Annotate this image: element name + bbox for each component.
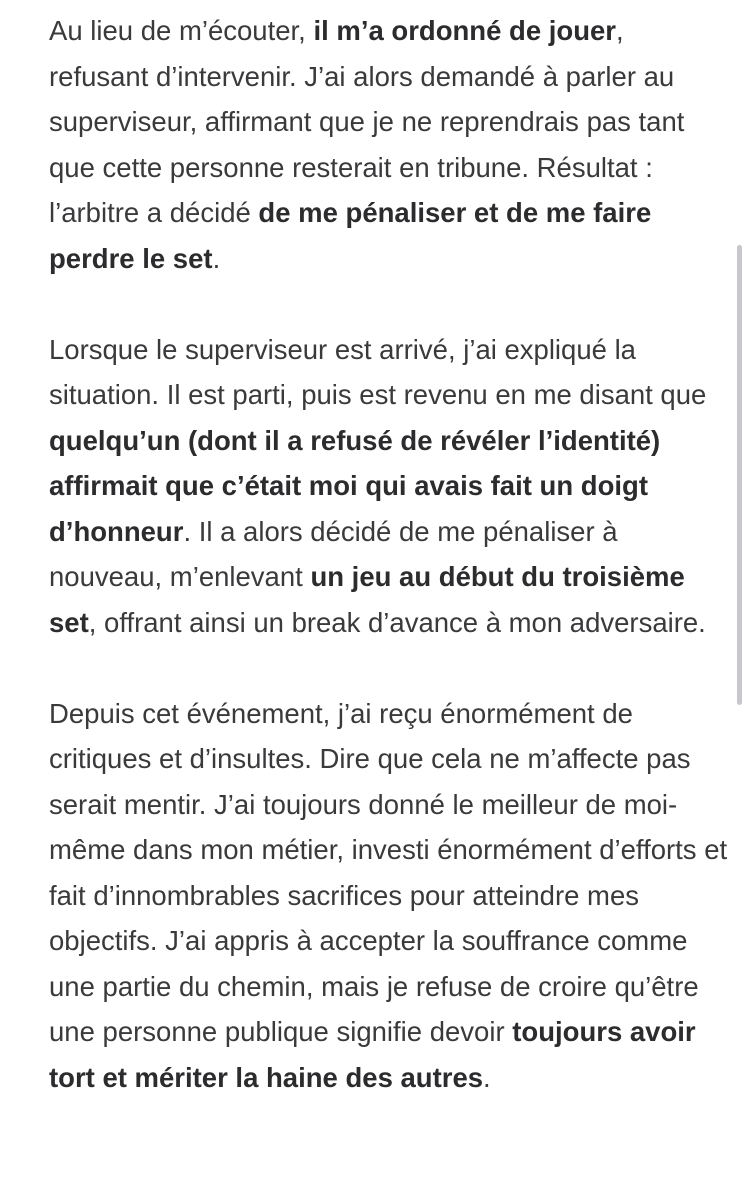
text-run: .	[212, 242, 221, 274]
paragraph-1	[49, 8, 729, 281]
bold-run: de me pénaliser et de me faire perdre le set	[49, 197, 652, 274]
text-run: , offrant ainsi un break d’avance à mon adversaire.	[88, 606, 706, 638]
text-run: Au lieu de m’écouter,	[49, 15, 314, 46]
bold-run: quelqu’un (dont il a refusé de révéler l’identité) affirmait que c’était moi qui avais fait un doigt d’honneur	[49, 424, 661, 547]
bold-run: un jeu au début du troisième set	[49, 561, 685, 638]
text-run: . Il a alors décidé de me pénaliser à nouveau, m’enlevant	[49, 515, 618, 592]
bold-run: il m’a ordonné de jouer	[313, 15, 617, 46]
bold-run: toujours avoir tort et mériter la haine des autres	[49, 1016, 696, 1093]
paragraph-3	[49, 691, 729, 1101]
text-run: Depuis cet événement, j’ai reçu énormément de critiques et d’insultes. Dire que cela ne m’affecte pas serait mentir. J’ai toujours donné le meilleur de moi-même dans mon métier, investi énormément d’efforts et fait d’innombrables sacrifices pour atteindre mes objectifs. J’ai appris à accepter la souffrance comme une partie du chemin, mais je refuse de croire qu’être une personne publique signifie devoir	[49, 697, 728, 1047]
text-run: Lorsque le superviseur est arrivé, j’ai expliqué la situation. Il est parti, puis est revenu en me disant que	[49, 333, 707, 410]
scrollbar-thumb[interactable]	[737, 245, 742, 705]
text-run: .	[483, 1061, 491, 1093]
text-run: , refusant d’intervenir. J’ai alors demandé à parler au superviseur, affirmant que je ne reprendrais pas tant que cette personne resterait en tribune. Résultat : l’arbitre a décidé	[49, 15, 685, 228]
paragraph-2	[49, 327, 729, 646]
article-body	[49, 8, 729, 1100]
